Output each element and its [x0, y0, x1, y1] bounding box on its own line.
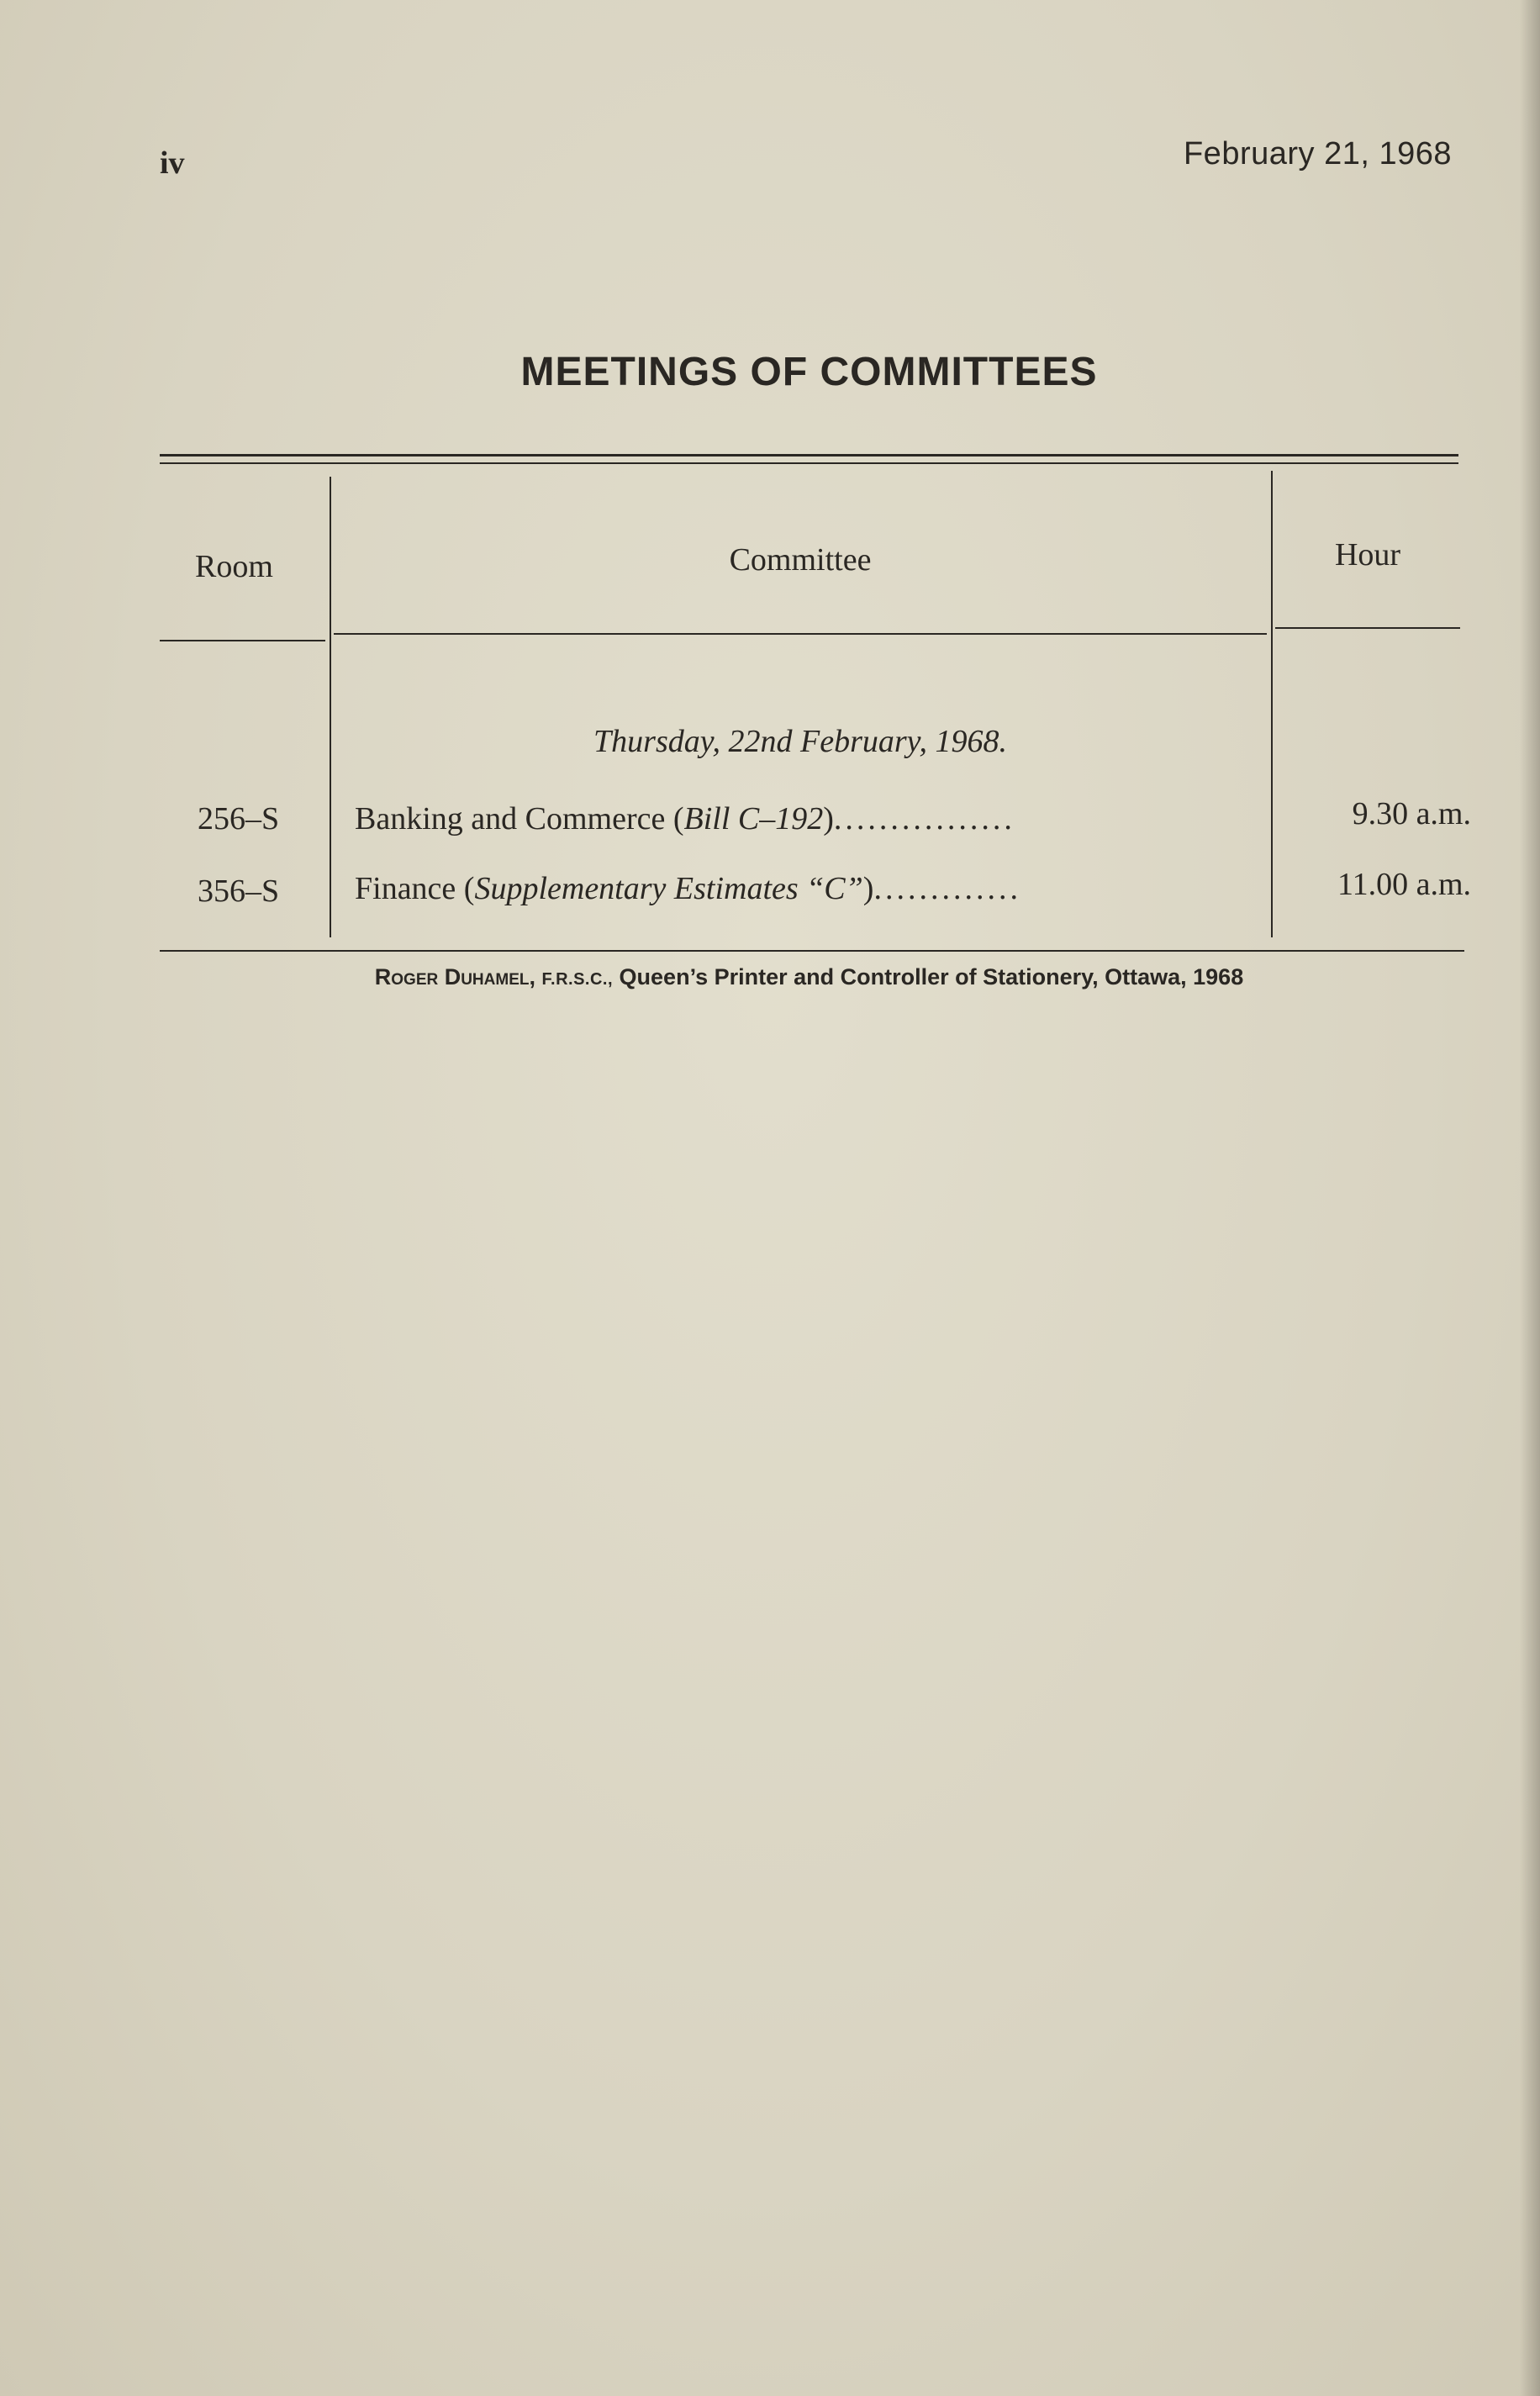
column-divider-room [330, 477, 331, 937]
header-committee: Committee [729, 542, 872, 578]
row-1-committee [355, 800, 1247, 837]
printer-imprint [160, 964, 1458, 990]
header-rule-committee [334, 633, 1267, 635]
row-2-committee-name: Finance ( [355, 871, 475, 906]
table-bottom-rule [160, 950, 1464, 952]
row-2-committee-estimates: Supplementary Estimates “C” [474, 871, 863, 906]
row-2-committee-close: ) [862, 871, 874, 906]
row-1-committee-close: ) [823, 801, 834, 836]
printer-credentials: F.R.S.C., [541, 970, 614, 989]
row-1-room: 256–S [198, 801, 280, 836]
header-rule-hour [1275, 627, 1460, 629]
column-divider-hour [1271, 471, 1273, 937]
table-top-rule [160, 454, 1458, 457]
row-2-leader-dots: ............. [873, 871, 1021, 906]
row-2-hour: 11.00 a.m. [1337, 867, 1471, 902]
row-2-room: 356–S [198, 873, 280, 909]
printer-name: Roger Duhamel, [374, 964, 535, 990]
printer-text: Queen’s Printer and Controller of Stationery, Ottawa, 1968 [619, 964, 1244, 990]
page-folio: iv [160, 145, 185, 181]
table-top-rule-inner [160, 462, 1458, 464]
header-hour: Hour [1334, 537, 1401, 573]
row-2-committee [355, 870, 1247, 907]
header-rule-room [160, 640, 325, 641]
row-1-committee-bill: Bill C–192 [683, 801, 824, 836]
row-1-leader-dots: ................ [833, 801, 1015, 836]
row-1-committee-name: Banking and Commerce ( [355, 801, 684, 836]
row-1-hour: 9.30 a.m. [1352, 796, 1471, 831]
page-date: February 21, 1968 [1183, 136, 1452, 172]
header-room: Room [195, 549, 273, 584]
meeting-day: Thursday, 22nd February, 1968. [593, 724, 1007, 759]
page-title: MEETINGS OF COMMITTEES [520, 350, 1098, 394]
